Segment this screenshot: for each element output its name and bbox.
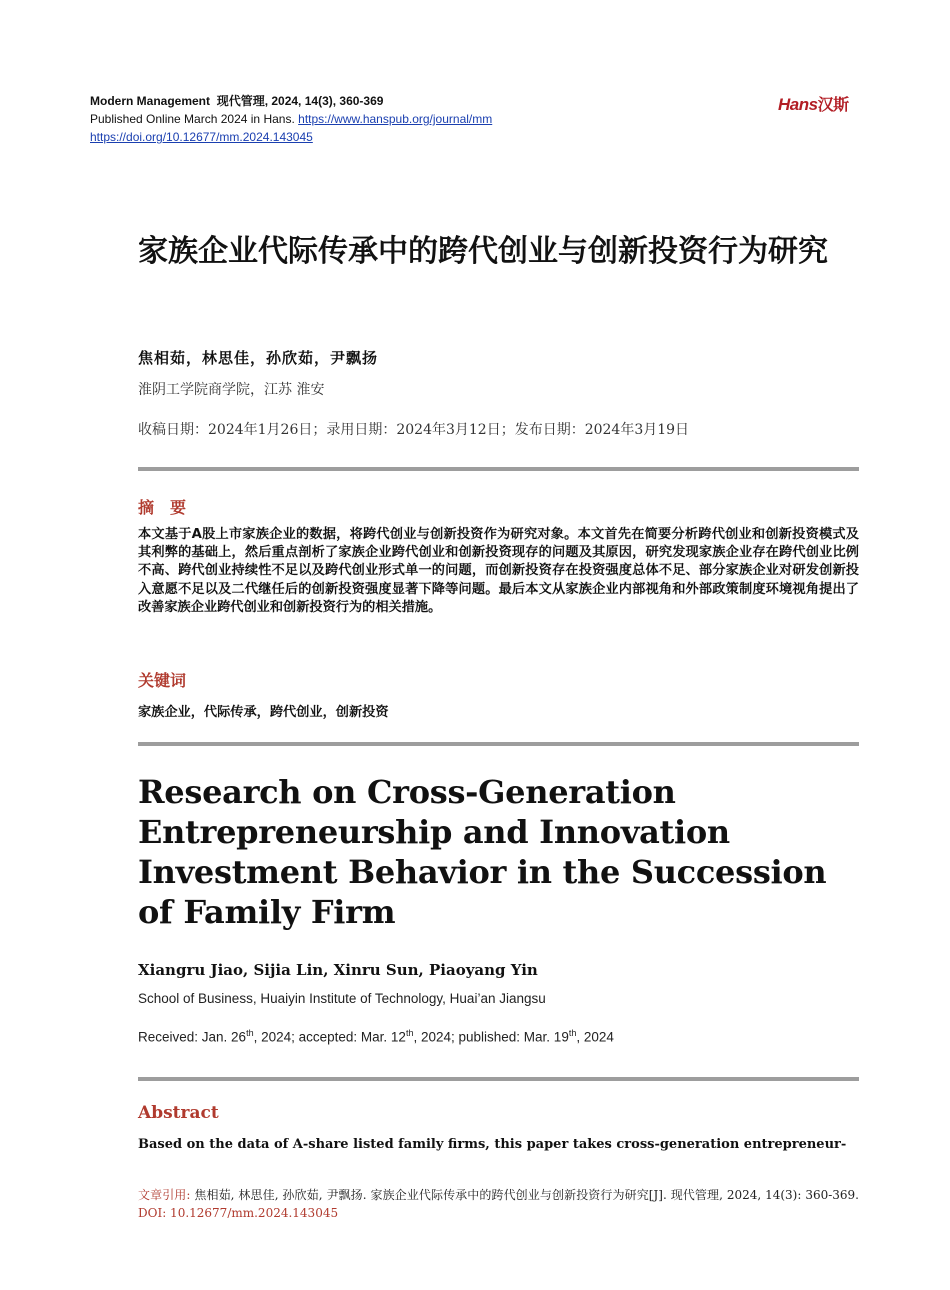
citation — [138, 1186, 859, 1222]
journal-header — [90, 92, 492, 146]
chinese-keywords: 家族企业，代际传承，跨代创业，创新投资 — [138, 705, 389, 720]
english-title-line: Research on Cross-Generation — [138, 773, 676, 811]
hans-logo — [778, 92, 849, 115]
logo-text-cn: 汉斯 — [817, 97, 849, 114]
english-title — [138, 772, 859, 932]
doi-link[interactable]: https://doi.org/10.12677/mm.2024.143045 — [90, 130, 313, 144]
chinese-abstract-heading: 摘 要 — [138, 498, 187, 517]
english-authors: Xiangru Jiao, Sijia Lin, Xinru Sun, Piaoyang Yin — [138, 961, 538, 979]
english-title-line: Investment Behavior in the Succession — [138, 853, 827, 891]
published-line — [90, 110, 492, 128]
chinese-abstract-text: 本文基于A股上市家族企业的数据，将跨代创业与创新投资作为研究对象。本文首先在简要分析跨代创业和创新投资模式及其利弊的基础上，然后重点剖析了家族企业跨代创业和创新投资现存的问题及其原因，研究发现家族企业存在跨代创业比例不高、跨代创业持续性不足以及跨代创业形式单一的问题，而创新投资存在投资强度总体不足、部分家族企业对研发创新投入意愿不足以及二代继任后的创新投资强度显著下降等问题。最后本文从家族企业内部视角和外部政策制度环境视角提出了改善家族企业跨代创业和创新投资行为的相关措施。 — [138, 527, 859, 615]
journal-volume: 现代管理, 2024, 14(3), 360-369 — [216, 94, 384, 108]
divider-bottom — [138, 1077, 859, 1081]
divider-top — [138, 467, 859, 471]
divider-middle — [138, 742, 859, 746]
journal-name-en: Modern Management — [90, 94, 211, 108]
journal-line — [90, 92, 492, 110]
chinese-title: 家族企业代际传承中的跨代创业与创新投资行为研究 — [138, 234, 828, 269]
citation-label: 文章引用: — [138, 1188, 191, 1202]
citation-text: 焦相茹, 林思佳, 孙欣茹, 尹飘扬. 家族企业代际传承中的跨代创业与创新投资行为研究[J]. 现代管理, 2024, 14(3): 360-369. — [190, 1188, 859, 1202]
english-dates: Received: Jan. 26th, 2024; accepted: Mar. 12th, 2024; published: Mar. 19th, 2024 — [138, 1028, 614, 1045]
citation-doi[interactable]: DOI: 10.12677/mm.2024.143045 — [138, 1206, 339, 1220]
chinese-affiliation: 淮阴工学院商学院，江苏 淮安 — [138, 382, 325, 398]
english-abstract-heading: Abstract — [138, 1103, 219, 1123]
chinese-keywords-heading: 关键词 — [138, 671, 187, 690]
chinese-authors: 焦相茹，林思佳，孙欣茹，尹飘扬 — [138, 349, 379, 367]
logo-text-en: Hans — [778, 95, 818, 114]
english-affiliation: School of Business, Huaiyin Institute of Technology, Huai’an Jiangsu — [138, 991, 546, 1006]
english-title-line: Entrepreneurship and Innovation — [138, 813, 730, 851]
english-title-line: of Family Firm — [138, 893, 396, 931]
journal-url-link[interactable]: https://www.hanspub.org/journal/mm — [298, 112, 493, 126]
published-text: Published Online March 2024 in Hans. — [90, 112, 295, 126]
english-abstract-text: Based on the data of A-share listed family firms, this paper takes cross-generation entrepreneur- — [138, 1137, 847, 1152]
chinese-dates: 收稿日期：2024年1月26日；录用日期：2024年3月12日；发布日期：2024年3月19日 — [138, 422, 690, 438]
